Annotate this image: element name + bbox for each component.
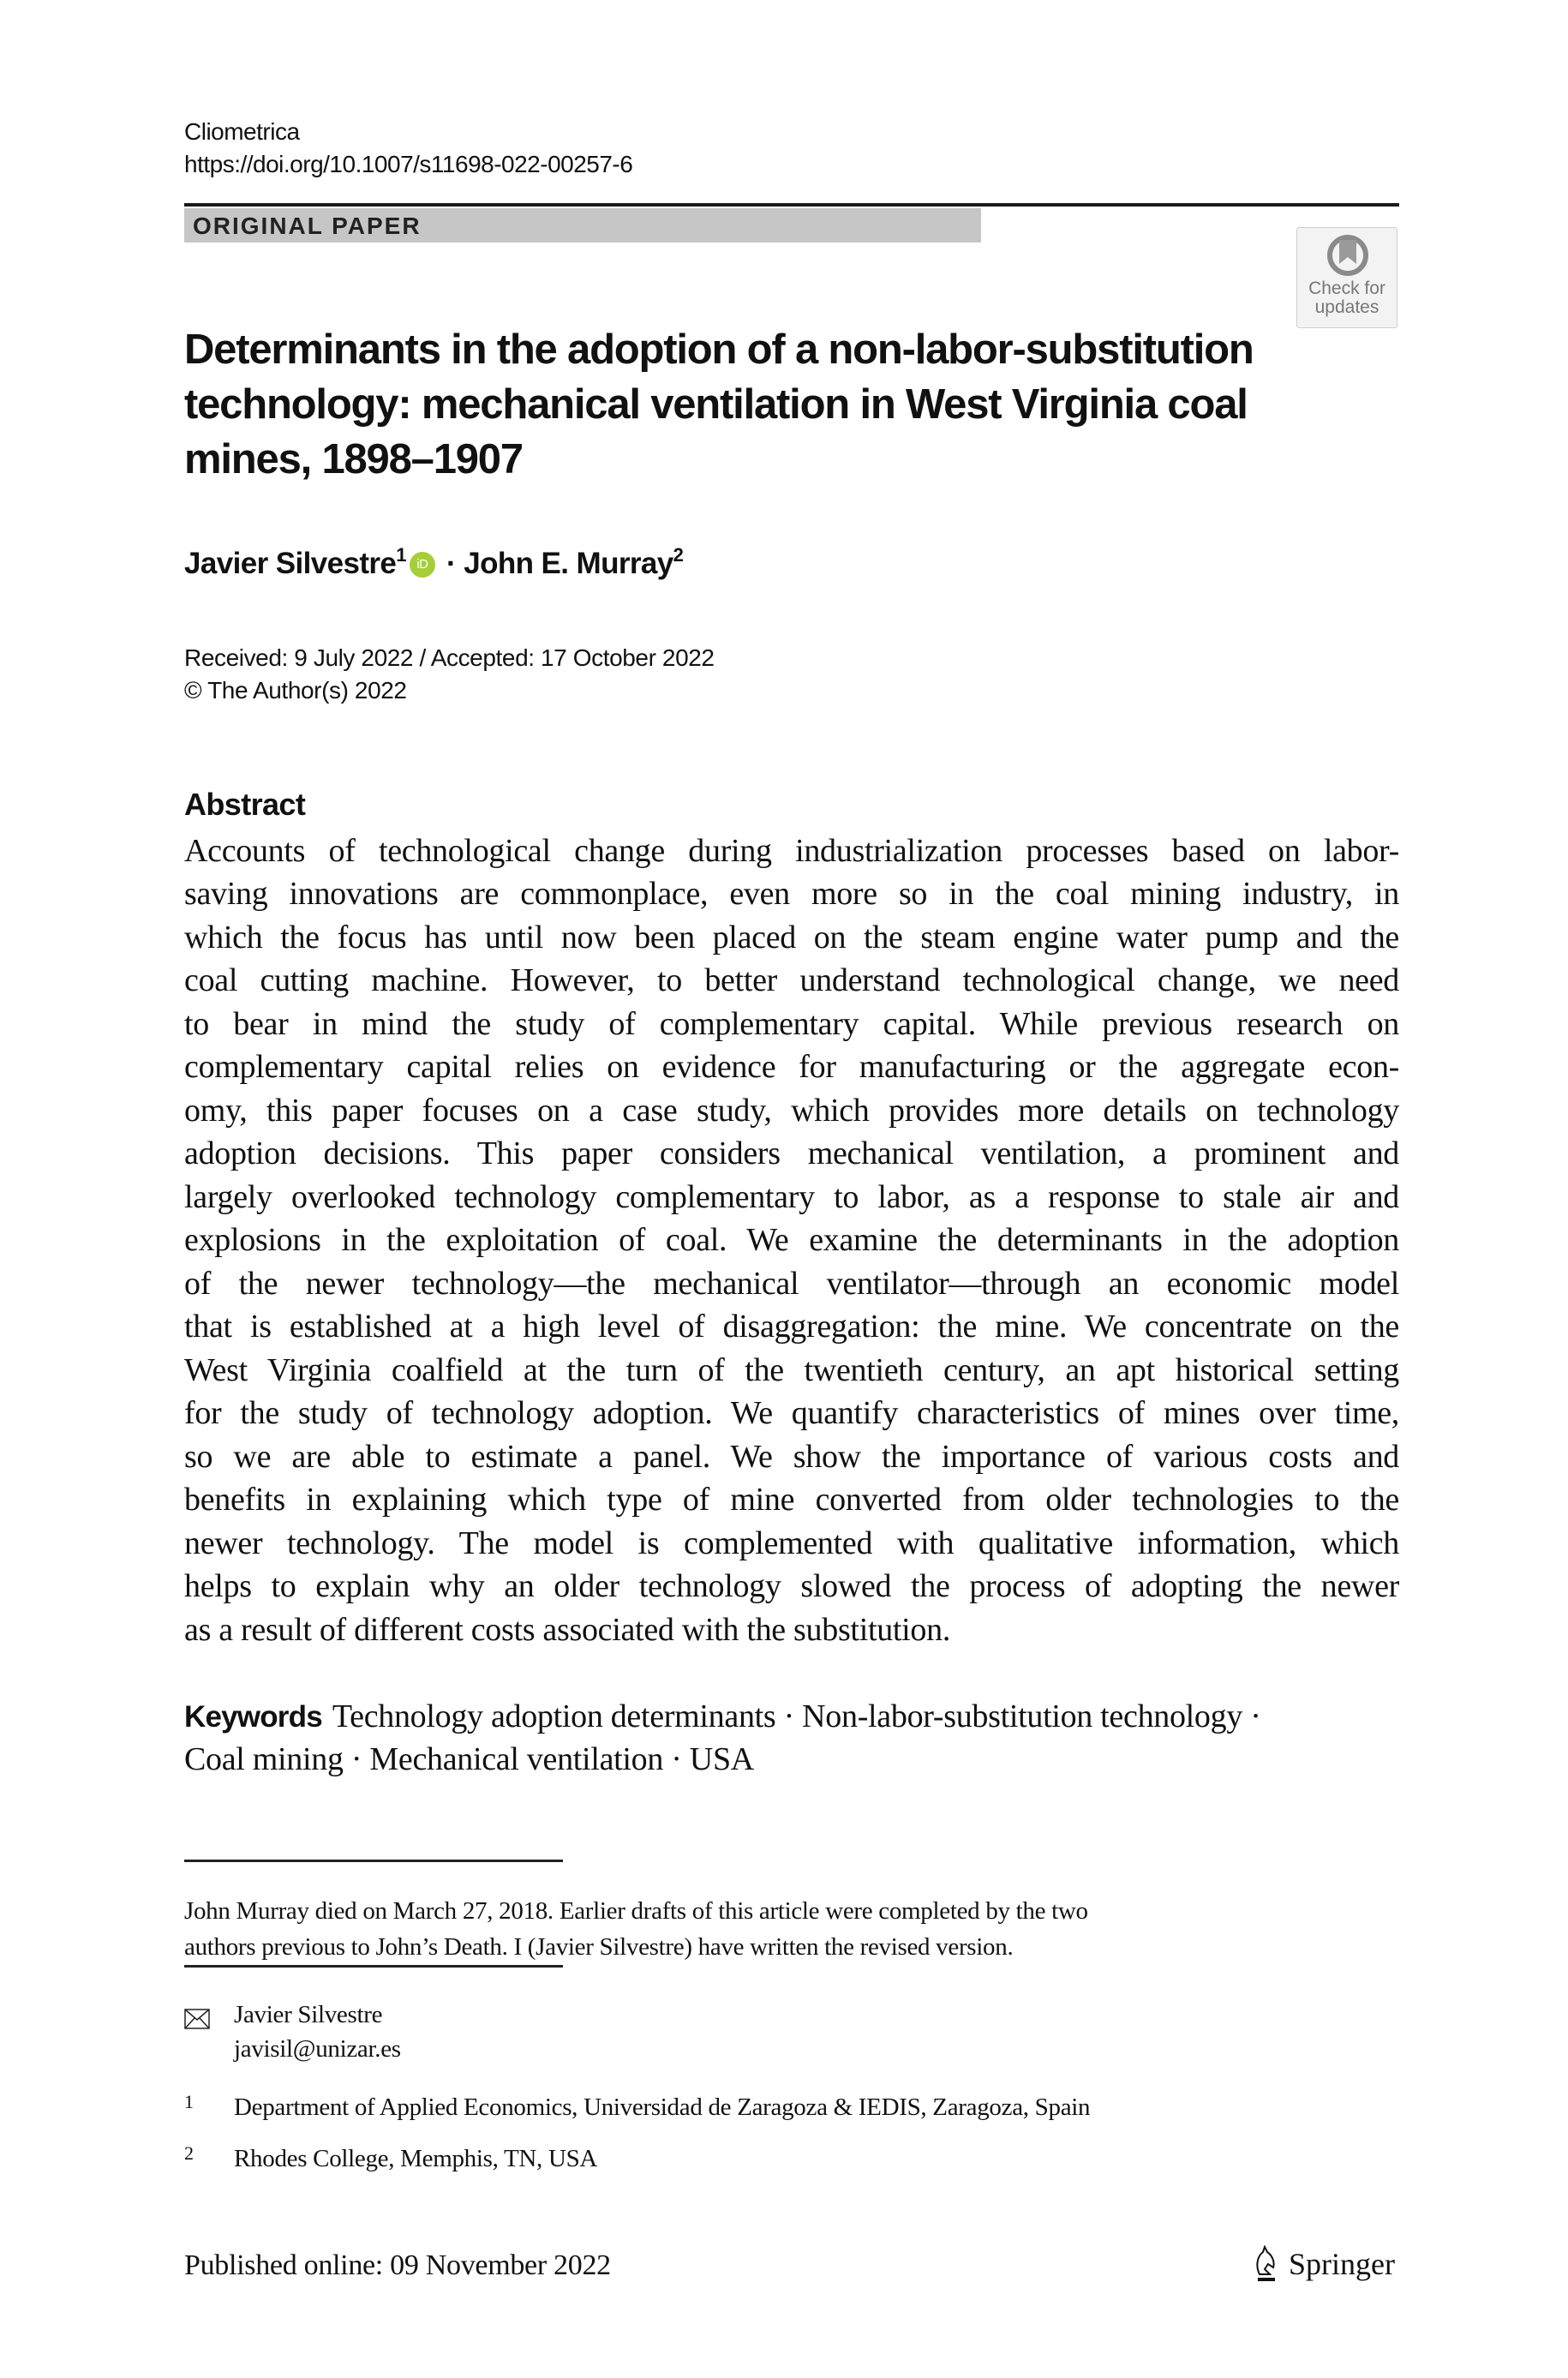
abstract-heading: Abstract [184, 787, 306, 822]
abstract-line: West Virginia coalfield at the turn of the twentieth century, an apt historical setting [184, 1352, 1399, 1388]
abstract-line: complementary capital relies on evidence for manufacturing or the aggregate econ- [184, 1049, 1399, 1085]
abstract-line: benefits in explaining which type of mine converted from older technologies to the [184, 1482, 1399, 1518]
abstract-line: helps to explain why an older technology slowed the process of adopting the newer [184, 1568, 1399, 1604]
envelope-icon [184, 2009, 210, 2029]
orcid-icon[interactable]: iD [410, 552, 435, 578]
springer-logo [1251, 2245, 1395, 2283]
bookmark-icon [1327, 235, 1368, 279]
check-for-updates-badge[interactable] [1296, 227, 1397, 328]
author-separator: · [446, 547, 457, 580]
abstract-line: adoption decisions. This paper considers mechanical ventilation, a prominent and [184, 1135, 1399, 1171]
check-updates-line2: updates [1314, 297, 1379, 317]
abstract-line: which the focus has until now been placed on the steam engine water pump and the [184, 919, 1399, 955]
contact-email[interactable]: javisil@unizar.es [234, 2035, 401, 2063]
keywords-line-2: Coal mining · Mechanical ventilation · USA [184, 1741, 754, 1777]
paper-title-line-2: technology: mechanical ventilation in West Virginia coal [184, 381, 1248, 428]
abstract-line: as a result of different costs associated with the substitution. [184, 1612, 951, 1648]
contact-rule [184, 1965, 563, 1968]
abstract-line: Accounts of technological change during industrialization processes based on labor- [184, 833, 1399, 869]
affiliation-text: Rhodes College, Memphis, TN, USA [234, 2145, 598, 2172]
author-name[interactable]: John E. Murray [464, 547, 673, 580]
abstract-line: largely overlooked technology complementary to labor, as a response to stale air and [184, 1179, 1399, 1215]
affiliation-number: 2 [184, 2142, 194, 2164]
affiliation-number: 1 [184, 2091, 194, 2112]
article-type-label: ORIGINAL PAPER [193, 213, 422, 239]
affiliation-marker: 1 [396, 544, 406, 566]
abstract-line: omy, this paper focuses on a case study, which provides more details on technology [184, 1093, 1399, 1129]
affiliation-text: Department of Applied Economics, Universidad de Zaragoza & IEDIS, Zaragoza, Spain [234, 2093, 1091, 2121]
author-list [184, 544, 683, 581]
footnote-line-2: authors previous to John’s Death. I (Javier Silvestre) have written the revised version. [184, 1933, 1014, 1961]
check-updates-line1: Check for [1308, 279, 1385, 298]
abstract-line: coal cutting machine. However, to better understand technological change, we need [184, 962, 1399, 998]
footnote-line-1: John Murray died on March 27, 2018. Earlier drafts of this article were completed by the two [184, 1897, 1088, 1925]
keywords-line-1 [184, 1697, 1261, 1737]
doi-link[interactable]: https://doi.org/10.1007/s11698-022-00257-6 [184, 151, 633, 177]
keywords-text: Technology adoption determinants · Non-labor-substitution technology · [332, 1698, 1261, 1734]
abstract-line: explosions in the exploitation of coal. We examine the determinants in the adoption [184, 1222, 1399, 1258]
abstract-line: that is established at a high level of disaggregation: the mine. We concentrate on the [184, 1309, 1399, 1345]
published-online-date: Published online: 09 November 2022 [184, 2249, 611, 2281]
abstract-line: newer technology. The model is complemented with qualitative information, which [184, 1525, 1399, 1561]
keywords-label: Keywords [184, 1700, 322, 1734]
affiliation-marker: 2 [673, 544, 684, 566]
received-accepted-dates: Received: 9 July 2022 / Accepted: 17 October 2022 [184, 644, 715, 671]
abstract-line: for the study of technology adoption. We quantify characteristics of mines over time, [184, 1395, 1399, 1431]
author-name[interactable]: Javier Silvestre [184, 547, 397, 580]
abstract-line: saving innovations are commonplace, even more so in the coal mining industry, in [184, 876, 1399, 912]
copyright: © The Author(s) 2022 [184, 677, 407, 704]
paper-title-line-3: mines, 1898–1907 [184, 436, 523, 482]
footnote-rule [184, 1860, 563, 1862]
abstract-line: so we are able to estimate a panel. We show the importance of various costs and [184, 1439, 1399, 1475]
abstract-line: of the newer technology—the mechanical ventilator—through an economic model [184, 1266, 1399, 1302]
publisher-name: Springer [1289, 2247, 1395, 2281]
abstract-line: to bear in mind the study of complementary capital. While previous research on [184, 1006, 1399, 1042]
springer-horse-icon [1251, 2245, 1280, 2283]
paper-title-line-1: Determinants in the adoption of a non-labor-substitution [184, 326, 1254, 373]
header-rule [184, 203, 1399, 207]
contact-name: Javier Silvestre [234, 2001, 383, 2028]
journal-name: Cliometrica [184, 118, 300, 145]
